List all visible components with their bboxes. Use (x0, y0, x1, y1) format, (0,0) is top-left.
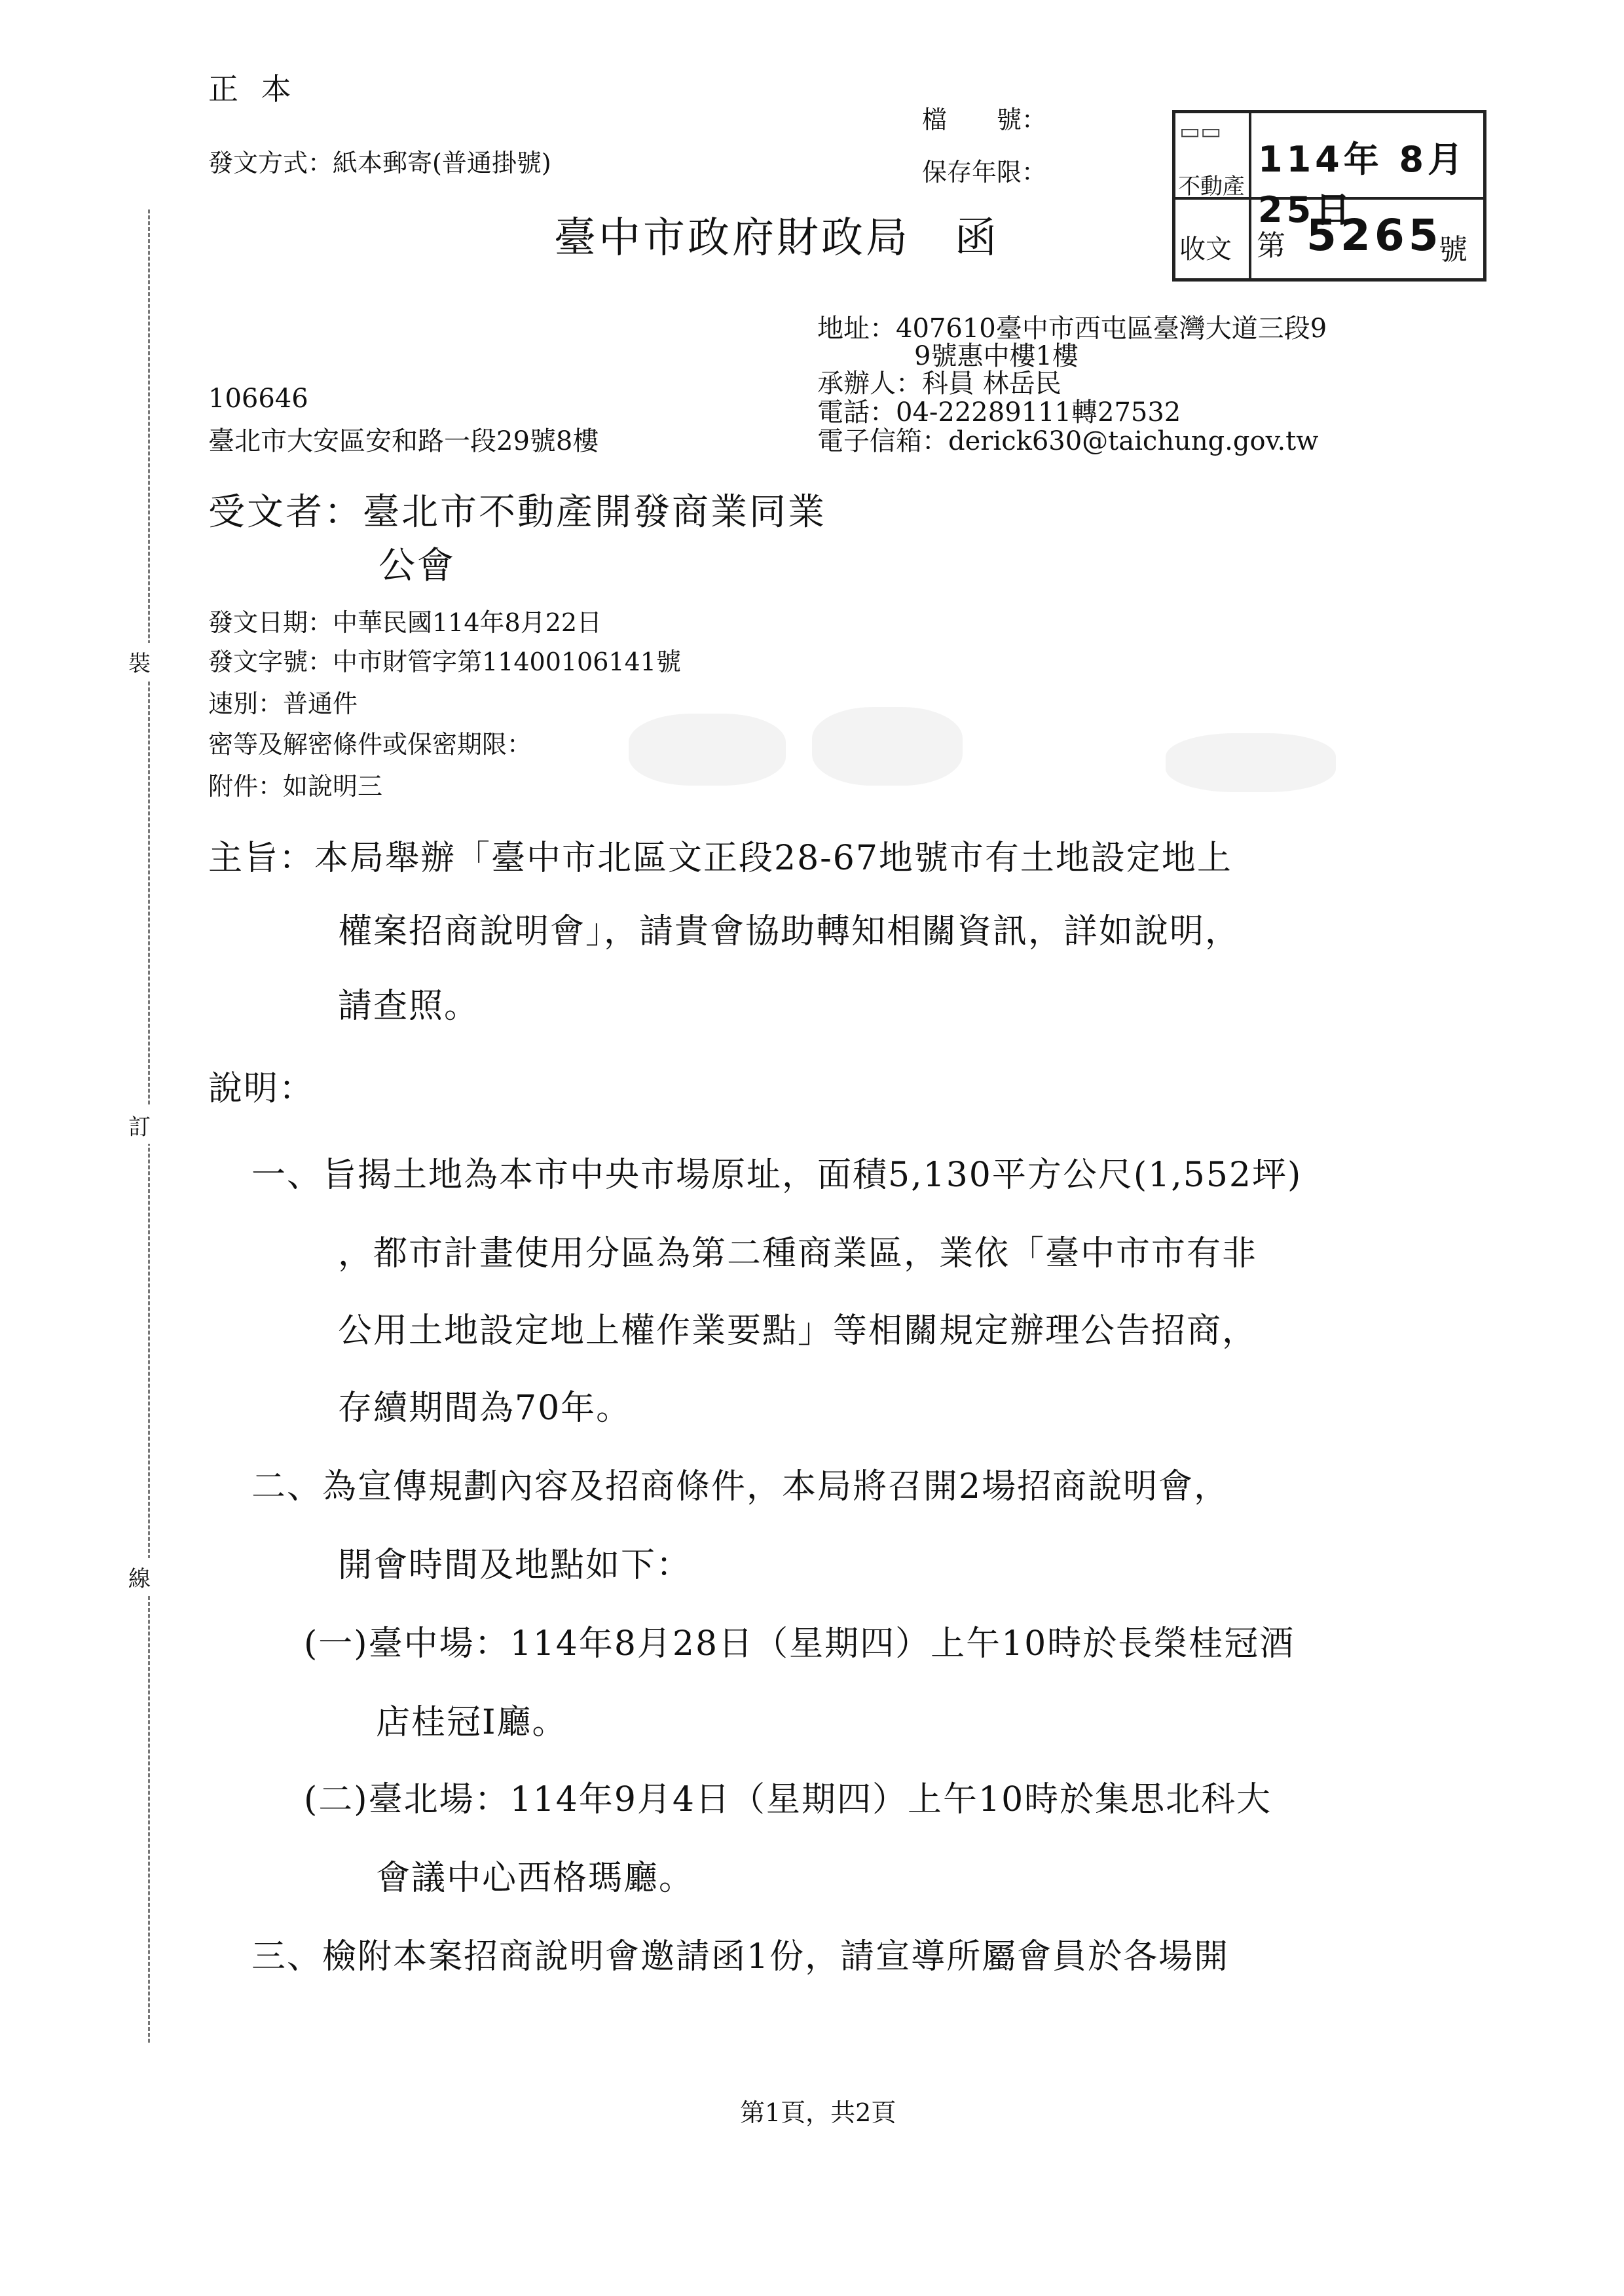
explanation-label: 說明： (208, 1069, 315, 1108)
item-one-line4: 存續期間為70年。 (338, 1389, 632, 1428)
sender-phone: 電話：04-22289111轉27532 (817, 397, 1181, 428)
stamp-agency: 不動產 (1178, 173, 1245, 200)
delivery-method: 發文方式：紙本郵寄(普通掛號) (208, 149, 551, 177)
binding-char-zhuang: 裝 (128, 643, 151, 680)
sender-email: 電子信箱：derick630@taichung.gov.tw (817, 426, 1319, 456)
item-three-line1: 三、檢附本案招商說明會邀請函1份，請宣導所屬會員於各場開 (251, 1937, 1230, 1977)
stamp-date: 114年 8月25日 (1258, 139, 1467, 230)
item-two-sub1-line1: (一)臺中場：114年8月28日（星期四）上午10時於長榮桂冠酒 (304, 1624, 1295, 1664)
sender-address-line2: 9號惠中樓1樓 (914, 341, 1079, 371)
sender-address-line1: 地址：407610臺中市西屯區臺灣大道三段9 (817, 314, 1327, 344)
subject-line1: 主旨：本局舉辦「臺中市北區文正段28-67地號市有土地設定地上 (208, 839, 1232, 878)
item-two-sub2-line2: 會議中心西格瑪廳。 (376, 1859, 695, 1898)
secrecy-level: 密等及解密條件或保密期限： (208, 730, 532, 759)
page-footer: 第1頁，共2頁 (740, 2098, 896, 2127)
stamp-received: 收文 (1179, 234, 1232, 264)
item-one-line3: 公用土地設定地上權作業要點」等相關規定辦理公告招商， (338, 1311, 1258, 1351)
sender-handler: 承辦人：科員 林岳民 (817, 369, 1061, 399)
item-one-line2: ，都市計畫使用分區為第二種商業區，業依「臺中市市有非 (338, 1234, 1258, 1273)
item-two-line1: 二、為宣傳規劃內容及招商條件，本局將召開2場招商說明會， (251, 1467, 1230, 1506)
binding-char-ding: 訂 (128, 1106, 151, 1144)
binding-char-xian: 線 (128, 1558, 151, 1595)
stamp-number: 5265 (1306, 210, 1443, 261)
recipient-line2: 公會 (378, 545, 456, 587)
attachment: 附件：如說明三 (208, 772, 383, 801)
copy-mark: 正 本 (208, 71, 298, 107)
item-two-sub1-line2: 店桂冠I廳。 (376, 1703, 568, 1742)
subject-line3: 請查照。 (338, 987, 480, 1026)
delivery-speed: 速別：普通件 (208, 689, 358, 718)
recipient-address: 臺北市大安區安和路一段29號8樓 (208, 426, 599, 456)
file-number-label: 檔 號： (922, 105, 1047, 134)
stamp-number-prefix: 第 (1257, 229, 1285, 263)
item-two-line2: 開會時間及地點如下： (338, 1546, 692, 1585)
document-title: 臺中市政府財政局 函 (554, 214, 999, 263)
document-number: 發文字號：中市財管字第11400106141號 (208, 647, 681, 676)
issue-date: 發文日期：中華民國114年8月22日 (208, 608, 602, 637)
recipient-line1: 受文者：臺北市不動產開發商業同業 (208, 491, 826, 534)
retention-period-label: 保存年限： (922, 158, 1047, 187)
receipt-stamp: ▭▭ 不動產 收文 114年 8月25日 第 5265 號 (1172, 110, 1486, 282)
item-two-sub2-line1: (二)臺北場：114年9月4日（星期四）上午10時於集思北科大 (304, 1780, 1272, 1819)
item-one-line1: 一、旨揭土地為本市中央市場原址，面積5,130平方公尺(1,552坪) (251, 1156, 1302, 1195)
recipient-postcode: 106646 (208, 384, 308, 414)
subject-line2: 權案招商說明會」，請貴會協助轉知相關資訊，詳如說明， (338, 912, 1241, 951)
stamp-number-suffix: 號 (1439, 233, 1467, 266)
